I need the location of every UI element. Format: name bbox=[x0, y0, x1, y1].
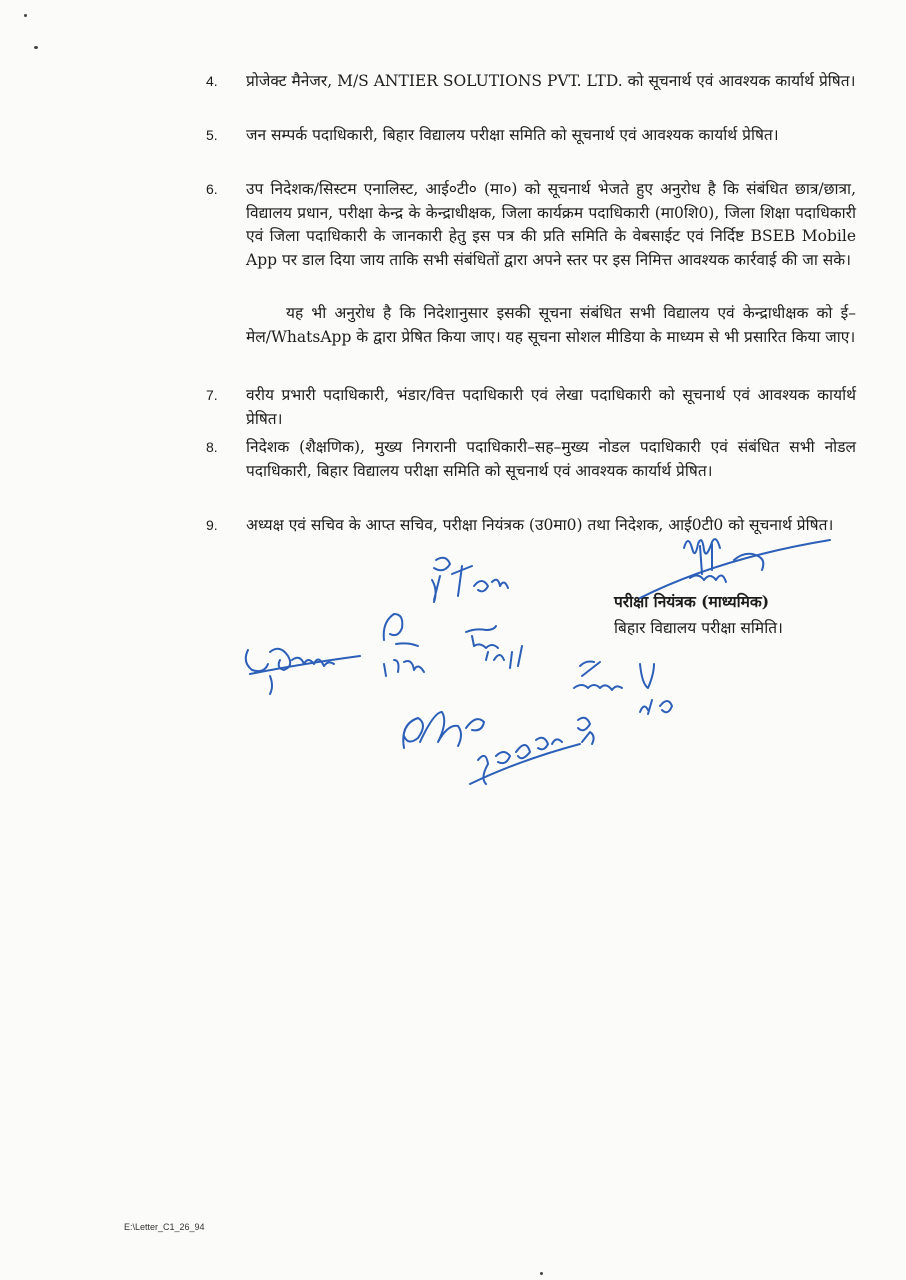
item-text: उप निदेशक/सिस्टम एनालिस्ट, आई०टी० (मा०) को सूचनार्थ भेजते हुए अनुरोध है कि संबंधित छात्र/छात्रा, विद्यालय प्रधान, परीक्षा केन्द्र के केन्द्राधीक्षक, जिला कार्यक्रम पदाधिकारी (मा0शि0), जिला शिक्षा पदाधिकारी एवं जिला पदाधिकारी के जानकारी हेतु इस पत्र की प्रति समिति के वेबसाईट एवं निर्दिष्ट BSEB Mobile App पर डाल दिया जाय ताकि सभी संबंधितों द्वारा अपने स्तर पर इस निमित्त आवश्यक कार्रवाई की जा सके। bbox=[246, 180, 856, 269]
item-number: 9. bbox=[206, 517, 218, 533]
file-path-footer: E:\Letter_C1_26_94 bbox=[124, 1222, 205, 1232]
list-item-5 bbox=[206, 124, 856, 148]
item-text: निदेशक (शैक्षणिक), मुख्य निगरानी पदाधिकारी–सह–मुख्य नोडल पदाधिकारी एवं संबंधित सभी नोडल पदाधिकारी, बिहार विद्यालय परीक्षा समिति को सूचनार्थ एवं आवश्यक कार्यार्थ प्रेषित। bbox=[246, 438, 856, 480]
initial-lower-large bbox=[403, 712, 593, 784]
list-item-9 bbox=[206, 514, 856, 538]
item-text: अध्यक्ष एवं सचिव के आप्त सचिव, परीक्षा नियंत्रक (उ0मा0) तथा निदेशक, आई0टी0 को सूचनार्थ प्रेषित। bbox=[246, 516, 834, 534]
item-text: प्रोजेक्ट मैनेजर, M/S ANTIER SOLUTIONS PVT. LTD. को सूचनार्थ एवं आवश्यक कार्यार्थ प्रेषित। bbox=[246, 72, 856, 90]
item-number: 7. bbox=[206, 387, 218, 403]
item-number: 4. bbox=[206, 73, 218, 89]
scan-speck bbox=[540, 1272, 543, 1275]
scan-speck bbox=[24, 14, 27, 17]
list-item-7 bbox=[206, 384, 856, 431]
initial-date-1 bbox=[432, 558, 508, 602]
scan-speck bbox=[34, 46, 38, 49]
initial-left bbox=[246, 649, 360, 694]
signatory-title: परीक्षा नियंत्रक (माध्यमिक) bbox=[614, 592, 770, 611]
list-item-6 bbox=[206, 178, 856, 272]
item-6-paragraph-2: यह भी अनुरोध है कि निदेशानुसार इसकी सूचना संबंधित सभी विद्यालय एवं केन्द्राधीक्षक को ई–मेल/WhatsApp के द्वारा प्रेषित किया जाए। यह सूचना सोशल मीडिया के माध्यम से भी प्रसारित किया जाए। bbox=[246, 304, 856, 346]
initial-date-right bbox=[574, 662, 672, 715]
signature-block bbox=[614, 589, 783, 641]
item-number: 5. bbox=[206, 127, 218, 143]
item-number: 8. bbox=[206, 439, 218, 455]
item-number: 6. bbox=[206, 181, 218, 197]
initial-middle bbox=[384, 614, 424, 676]
list-item-8 bbox=[206, 436, 856, 483]
list-item-4 bbox=[206, 70, 856, 94]
signatory-org: बिहार विद्यालय परीक्षा समिति। bbox=[614, 619, 783, 637]
item-text: वरीय प्रभारी पदाधिकारी, भंडार/वित्त पदाधिकारी एवं लेखा पदाधिकारी को सूचनार्थ एवं आवश्यक कार्यार्थ प्रेषित। bbox=[246, 386, 856, 428]
item-text: जन सम्पर्क पदाधिकारी, बिहार विद्यालय परीक्षा समिति को सूचनार्थ एवं आवश्यक कार्यार्थ प्रेषित। bbox=[246, 126, 779, 144]
initial-note bbox=[466, 626, 522, 668]
